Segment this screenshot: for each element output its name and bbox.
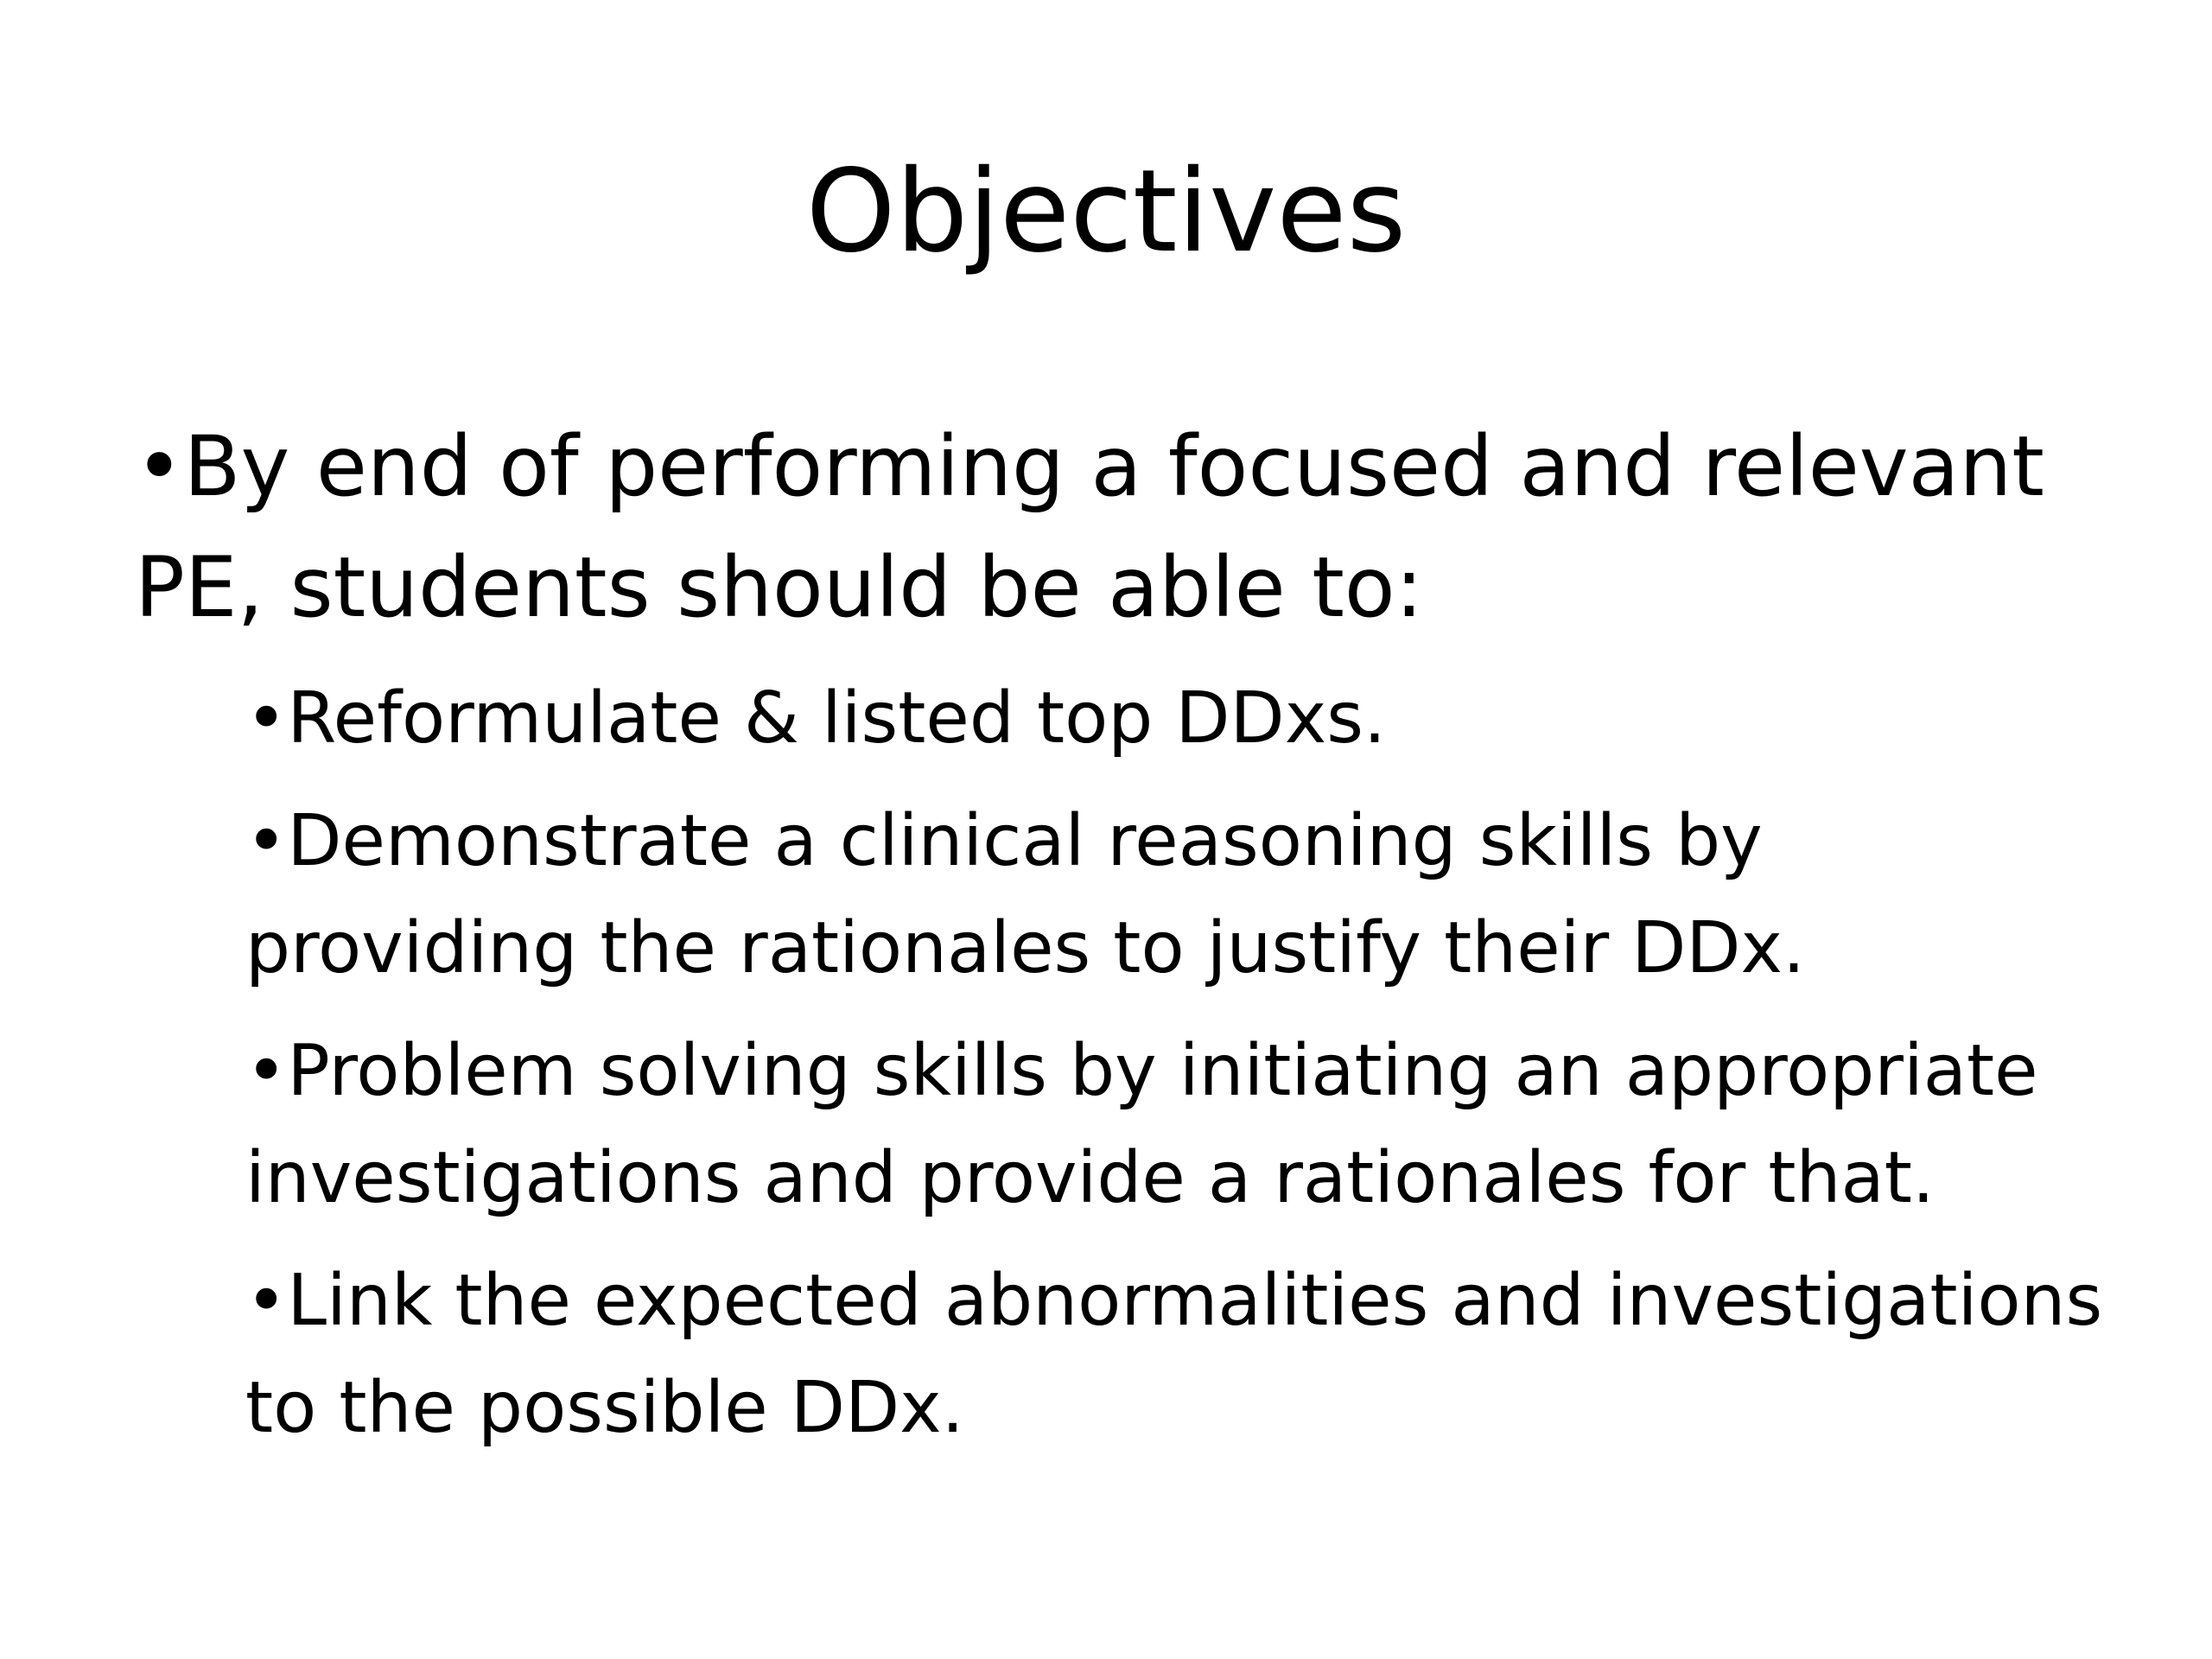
sub-bullet-point [245, 1018, 2105, 1232]
bullet-icon: • [245, 1030, 288, 1112]
slide-title: Objectives [805, 145, 1407, 278]
sub-bullet-list [245, 665, 2105, 1462]
bullet-icon: • [135, 418, 184, 515]
sub-point-text: Reformulate & listed top DDxs. [287, 677, 1387, 760]
sub-bullet-point [245, 665, 2105, 772]
bullet-icon: • [245, 1260, 288, 1342]
slide-body [135, 406, 2105, 1478]
sub-point-text: Demonstrate a clinical reasoning skills by providing the rationales to justify their DDx. [245, 800, 1806, 989]
main-point-text: By end of performing a focused and relevant PE, students should be able to: [135, 418, 2044, 636]
bullet-icon: • [245, 677, 288, 760]
bullet-icon: • [245, 800, 288, 882]
sub-point-text: Problem solving skills by initiating an appropriate investigations and provide a rationales for that. [245, 1030, 2038, 1219]
sub-point-text: Link the expected abnormalities and investigations to the possible DDx. [245, 1260, 2103, 1449]
sub-bullet-point [245, 788, 2105, 1002]
main-bullet-point [135, 406, 2105, 648]
sub-bullet-point [245, 1248, 2105, 1462]
